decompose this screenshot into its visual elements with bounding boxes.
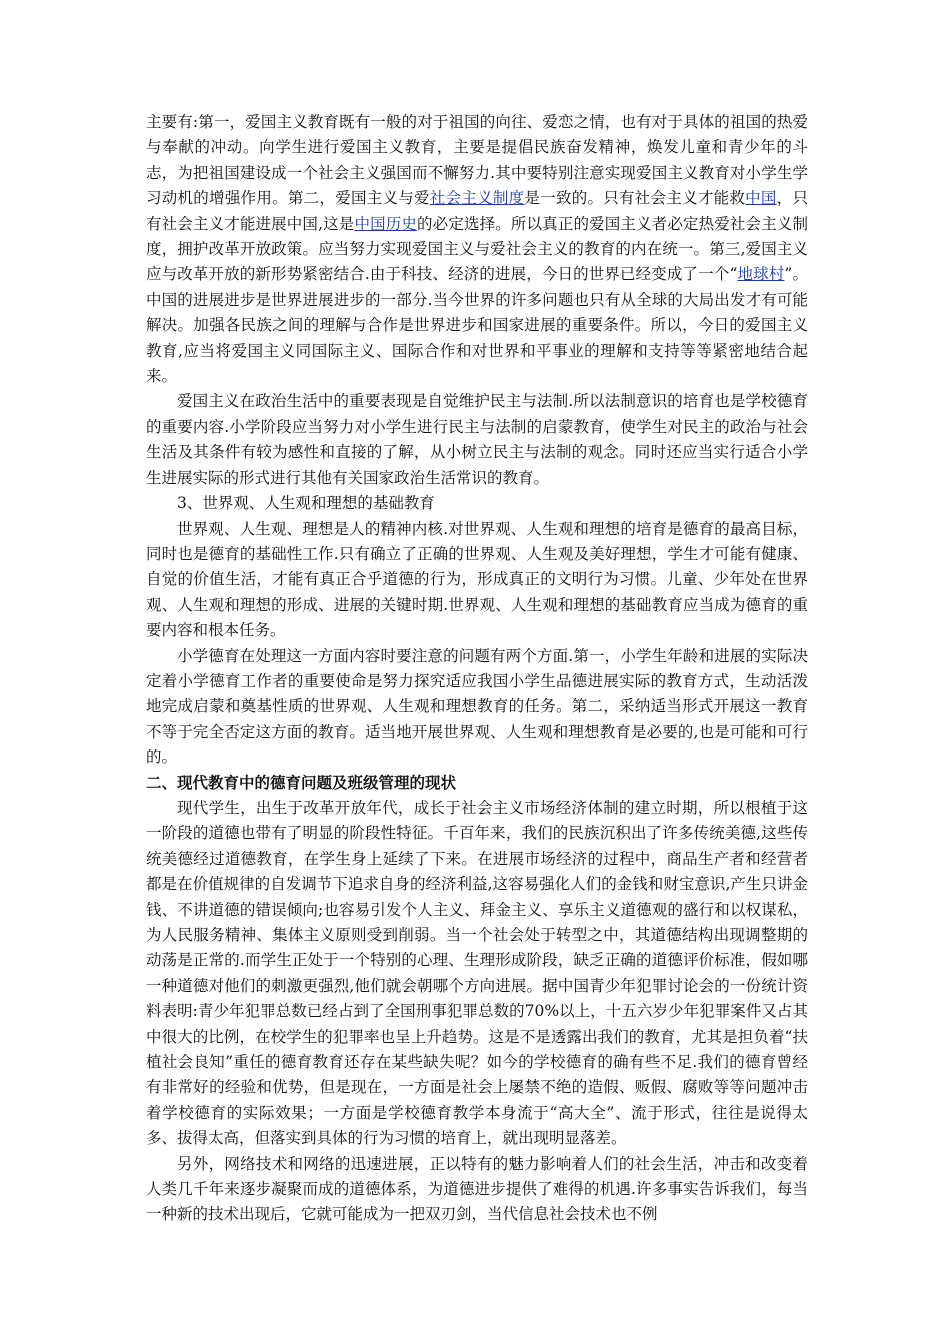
text-segment: ”。中国的进展进步是世界进展进步的一部分.当今世界的许多问题也只有从全球的大局出发才有可能解决。加强各民族之间的理解与合作是世界进步和国家进展的重要条件。所以，今日的爱国主义教育,应当将爱国主义同国际主义、国际合作和对世界和平事业的理解和支持等等紧密地结合起来。 [146, 265, 808, 386]
paragraph-legal-education: 爱国主义在政治生活中的重要表现是自觉维护民主与法制.所以法制意识的培育也是学校德育的重要内容.小学阶段应当努力对小学生进行民主与法制的启蒙教育，使学生对民主的政治与社会生活及其条件有较为感性和直接的了解，从小树立民主与法制的观念。同时还应当实行适合小学生进展实际的形式进行其他有关国家政治生活常识的教育。 [146, 392, 808, 487]
link-global-village[interactable]: 地球村 [737, 265, 785, 284]
link-chinese-history[interactable]: 中国历史 [354, 214, 418, 233]
link-china[interactable]: 中国 [745, 189, 777, 208]
text-segment: 的必定选择。所以真正的爱国主义者必定热爱社会主义制度，拥护改革开放政策。应当努力实现爱国主义与爱社会主义的教育的内在统一。第三,爱国主义应与改革开放的新形势紧密结合.由于科技、经济的进展，今日的世界已经变成了一个“ [146, 214, 808, 284]
text-segment: 是一致的。只有社会主义才能救 [524, 189, 746, 208]
paragraph-network-technology: 另外，网络技术和网络的迅速进展，正以特有的魅力影响着人们的社会生活，冲击和改变着人类几千年来逐步凝聚而成的道德体系，为道德进步提供了难得的机遇.许多事实告诉我们，每当一种新的技术出现后，它就可能成为一把双刃剑，当代信息社会技术也不例 [146, 1154, 808, 1224]
paragraph-primary-moral-education: 小学德育在处理这一方面内容时要注意的问题有两个方面.第一，小学生年龄和进展的实际决定着小学德育工作者的重要使命是努力探究适应我国小学生品德进展实际的教育方式，生动活泼地完成启蒙和奠基性质的世界观、人生观和理想教育的任务。第二，采纳适当形式开展这一教育不等于完全否定这方面的教育。适当地开展世界观、人生观和理想教育是必要的,也是可能和可行的。 [146, 646, 808, 767]
paragraph-patriotism [146, 110, 808, 389]
section-heading-worldview: 3、世界观、人生观和理想的基础教育 [177, 494, 435, 513]
link-socialist-system[interactable]: 社会主义制度 [429, 189, 525, 208]
document-page [146, 110, 808, 1228]
text-segment: 主要有:第一，爱国主义教育既有一般的对于祖国的向往、爱恋之情，也有对于具体的祖国的热爱与奉献的冲动。向学生进行爱国主义教育，主要是提倡民族奋发精神，焕发儿童和青少年的斗志，为把祖国建设成一个社会主义强国而不懈努力.其中要特别注意实现爱国主义教育对小学生学习动机的增强作用。第二，爱国主义与爱 [146, 113, 808, 208]
paragraph-modern-students: 现代学生，出生于改革开放年代，成长于社会主义市场经济体制的建立时期，所以根植于这一阶段的道德也带有了明显的阶段性特征。千百年来，我们的民族沉积出了许多传统美德,这些传统美德经过道德教育，在学生身上延续了下来。在进展市场经济的过程中，商品生产者和经营者都是在价值规律的自发调节下追求自身的经济利益,这容易强化人们的金钱和财宝意识,产生只讲金钱、不讲道德的错误倾向;也容易引发个人主义、拜金主义、享乐主义道德观的盛行和以权谋私，为人民服务精神、集体主义原则受到削弱。当一个社会处于转型之中，其道德结构出现调整期的动荡是正常的.而学生正处于一个特别的心理、生理形成阶段，缺乏正确的道德评价标准，假如哪一种道德对他们的刺激更强烈,他们就会朝哪个方向进展。据中国青少年犯罪讨论会的一份统计资料表明:青少年犯罪总数已经占到了全国刑事犯罪总数的70%以上，十五六岁少年犯罪案件又占其中很大的比例，在校学生的犯罪率也呈上升趋势。这是不是透露出我们的教育，尤其是担负着“扶植社会良知”重任的德育教育还存在某些缺失呢？如今的学校德育的确有些不足.我们的德育曾经有非常好的经验和优势，但是现在，一方面是社会上屡禁不绝的造假、贩假、腐败等等问题冲击着学校德育的实际效果；一方面是学校德育教学本身流于“高大全”、流于形式，往往是说得太多、拔得太高，但落实到具体的行为习惯的培育上，就出现明显落差。 [146, 798, 808, 1148]
section-heading-modern-education: 二、现代教育中的德育问题及班级管理的现状 [146, 773, 457, 792]
paragraph-worldview: 世界观、人生观、理想是人的精神内核.对世界观、人生观和理想的培育是德育的最高目标，同时也是德育的基础性工作.只有确立了正确的世界观、人生观及美好理想，学生才可能有健康、自觉的价值生活，才能有真正合乎道德的行为，形成真正的文明行为习惯。儿童、少年处在世界观、人生观和理想的形成、进展的关键时期.世界观、人生观和理想的基础教育应当成为德育的重要内容和根本任务。 [146, 519, 808, 640]
text-segment: ，只有社会主义才能进展中国,这是 [146, 189, 808, 233]
